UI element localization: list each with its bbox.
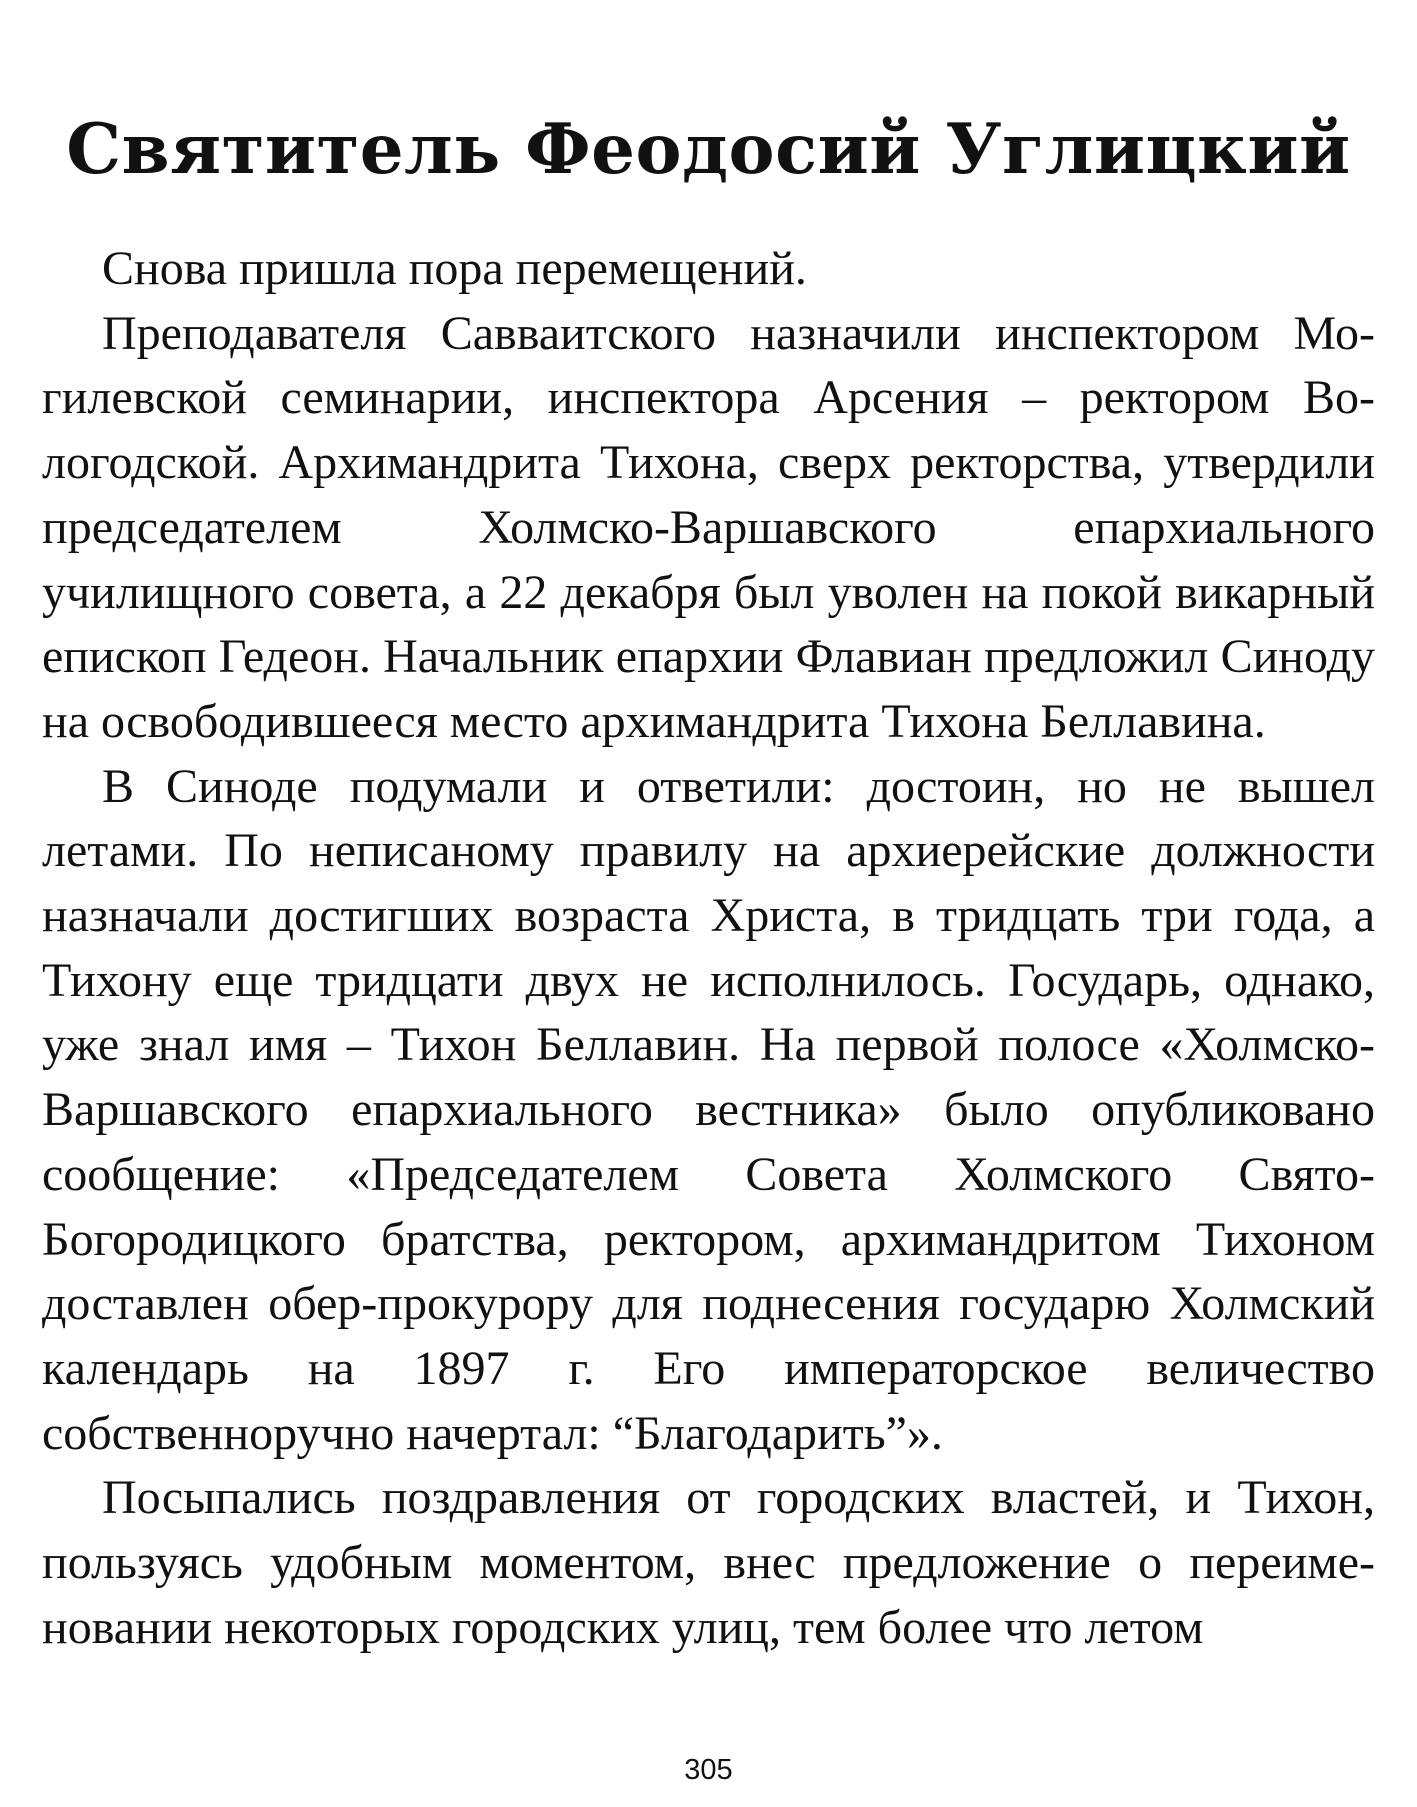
chapter-title: Святитель Феодосий Углицкий — [66, 109, 1351, 190]
paragraph-1: Снова пришла пора перемещений. — [102, 242, 807, 295]
page-number: 305 — [684, 1754, 733, 1786]
paragraph-2: Преподавателя Савваитского назначили инспектором Могилевской семинарии, инспектора Арсения – ректором Вологодской. Архимандрита Тихона, сверх ректорства, утвердили председателем Холмско-Варшавского епархиального училищного совета, а 22 декабря был уволен на покой викарный епископ Гедеон. Начальник епархии Флавиан предложил Синоду на освободившееся место архимандрита Тихона Беллавина. — [42, 306, 1375, 748]
body-text — [42, 237, 1375, 1660]
paragraph-4: Посыпались поздравления от городских властей, и Тихон, пользуясь удобным моментом, внес предложение о переименовании некоторых городских улиц, тем более что летом — [42, 1471, 1375, 1654]
paragraph-3: В Синоде подумали и ответили: достоин, но не вышел летами. По неписаному правилу на архиерейские должности назначали достигших возраста Христа, в тридцать три года, а Тихону еще тридцати двух не исполнилось. Государь, однако, уже знал имя – Тихон Беллавин. На первой полосе «Холмско-Варшавского епархиального вестника» было опубликовано сообщение: «Председателем Совета Холмского Свято-Богородицкого братства, ректором, архимандритом Тихоном доставлен обер-прокурору для поднесения государю Холмский календарь на 1897 г. Его императорское величество собственноручно начертал: “Благодарить”». — [42, 759, 1375, 1460]
book-page — [42, 0, 1375, 1807]
